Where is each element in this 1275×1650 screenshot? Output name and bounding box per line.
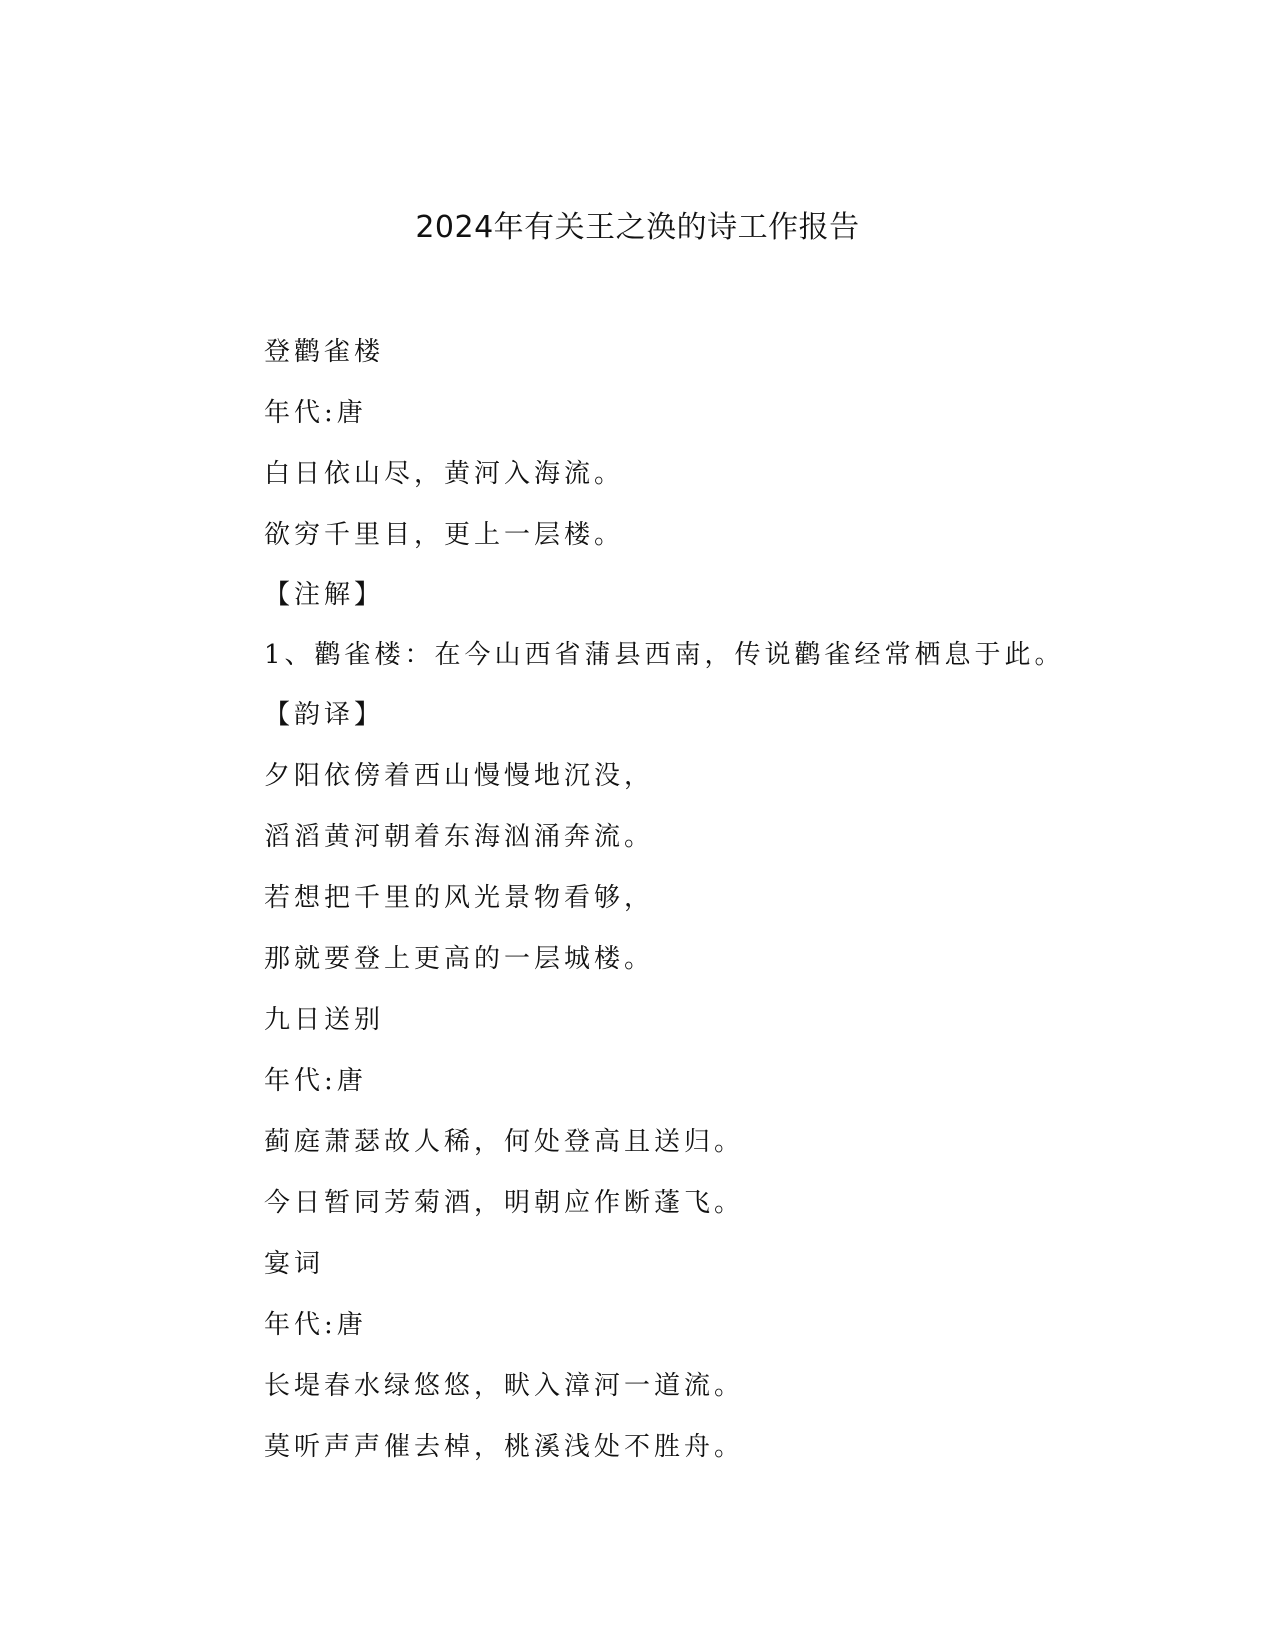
translation-line: 若想把千里的风光景物看够，	[264, 883, 655, 913]
poem-verse-line: 欲穷千里目，更上一层楼。	[264, 520, 625, 550]
poem-era: 年代:唐	[264, 1310, 367, 1340]
translation-heading: 【韵译】	[264, 700, 385, 730]
poem-title-jiurisongbie: 九日送别	[264, 1005, 385, 1035]
annotation-heading: 【注解】	[264, 580, 385, 610]
translation-line: 滔滔黄河朝着东海汹涌奔流。	[264, 822, 655, 852]
poem-verse-line: 长堤春水绿悠悠，畎入漳河一道流。	[264, 1371, 745, 1401]
document-title: 2024年有关王之涣的诗工作报告	[415, 210, 860, 245]
translation-line: 那就要登上更高的一层城楼。	[264, 944, 655, 974]
poem-verse-line: 白日依山尽，黄河入海流。	[264, 459, 625, 489]
poem-verse-line: 今日暂同芳菊酒，明朝应作断蓬飞。	[264, 1188, 745, 1218]
poem-era: 年代:唐	[264, 1066, 367, 1096]
poem-verse-line: 莫听声声催去棹，桃溪浅处不胜舟。	[264, 1432, 745, 1462]
translation-line: 夕阳依傍着西山慢慢地沉没，	[264, 761, 655, 791]
poem-era: 年代:唐	[264, 398, 367, 428]
annotation-item: 1、鹳雀楼：在今山西省蒲县西南，传说鹳雀经常栖息于此。	[264, 640, 1065, 670]
poem-title-dengguanquelou: 登鹳雀楼	[264, 337, 385, 367]
poem-title-yanci: 宴词	[264, 1249, 325, 1279]
poem-verse-line: 蓟庭萧瑟故人稀，何处登高且送归。	[264, 1127, 745, 1157]
